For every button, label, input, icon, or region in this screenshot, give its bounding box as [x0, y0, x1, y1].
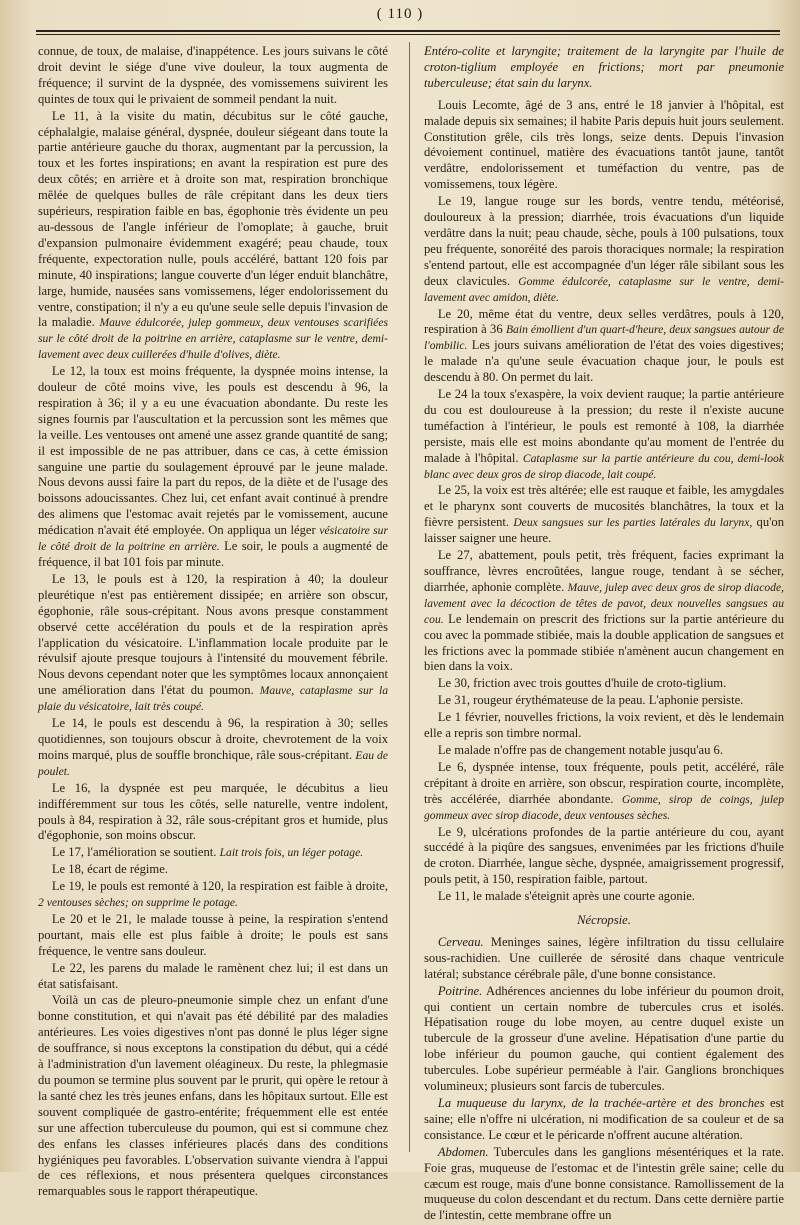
section-title: Nécropsie. [577, 913, 631, 928]
paragraph-continuation: Le lendemain on prescrit des frictions sur la partie antérieure du cou avec la pommade stibiée, mais la double application de sangsues et les frictions avec la pommade stibiée n'amènent aucun changement en bien dans la voix. [424, 611, 784, 674]
paragraph [38, 109, 388, 364]
paragraph-text: Le 6, dyspnée intense, toux fréquente, pouls petit, accéléré, râle crépitant à droite en arrière, son obscur, respiration courte, incomplète, très accélérée, diarrhée abondante. [424, 759, 784, 806]
paragraph-text: Le 12, la toux est moins fréquente, la dyspnée moins intense, la douleur de côté moins vive, les pouls est descendu à 96, la respiration à 36; il y a eu une évacuation abondante. Du reste les signes fournis par l'auscultation et la percussion sont les mêmes que la veille. Les ventouses ont amené une assez grande quantité de sang; il est impossible de ne pas attribuer, dans ce cas, à cette émission sanguine une partie du soulagement éprouvé par le jeune malade. Nous devons aussi faire la part du repos, de la diète et de l'usage des boissons adoucissantes. Chez lui, cet enfant avait continué à prendre des alimens que l'estomac avait rejetés par le vomissement, aucune médication n'avait été employée. On appliqua un léger [38, 364, 388, 538]
prescription: Gomme édulcorée, cataplasme sur le ventre, demi-lavement avec amidon, diète. [424, 274, 784, 304]
prescription: Mauve, julep avec deux gros de sirop diacode, lavement avec la décoction de têtes de pavot, deux nouvelles sangsues au cou. [424, 580, 784, 626]
organ-heading: Abdomen. [437, 1144, 489, 1159]
paragraph [38, 879, 388, 911]
autopsy-findings [424, 935, 784, 1224]
paragraph [38, 716, 388, 780]
paragraph-text: Le 19, langue rouge sur les bords, ventre tendu, météorisé, douloureux à la pression; diarrhée, trois évacuations d'un liquide verdâtre dans la nuit; peau chaude, sèche, pouls à 100 pulsations, toux peu fréquente, sonoréité des parois thoraciques normale; la respiration s'entend partout, elle est accompagnée d'un léger râle sibilant sous les deux clavicules. [424, 194, 784, 288]
paragraph [424, 693, 784, 709]
paragraph [38, 912, 388, 960]
paragraph-text: Le 31, rougeur érythémateuse de la peau. L'aphonie persiste. [437, 693, 744, 708]
prescription: Cataplasme sur la partie antérieure du cou, demi-look blanc avec deux gros de sirop diacode, lait coupé. [424, 451, 784, 481]
autopsy-text: Tubercules dans les ganglions mésentériques et la rate. Foie gras, muqueuse de l'estomac et de l'intestin grêle saine; celle du cæcum est rouge, mais d'une bonne consistance. Ramollissement de la muqueuse du colon descendant et du rectum. Dans cette dernière partie de l'intestin, cette membrane offre un [424, 1144, 785, 1223]
paragraph [38, 845, 388, 861]
paragraph-text: Le 20 et le 21, le malade tousse à peine, la respiration s'entend pourtant, mais elle est plus faible à droite; le pouls est sans fréquence, le ventre sans douleur. [38, 911, 388, 958]
prescription: 2 ventouses sèches; on supprime le potage. [38, 896, 238, 910]
paragraph-text: Le 16, la dyspnée est peu marquée, le décubitus a lieu indifféremment sur tous les côtés, selle naturelle, ventre indolent, pouls à 84, respiration à 32, râle sous-crépitant gros et humide, plus d'égophonie, son moins obscur. [38, 780, 388, 843]
paragraph [424, 825, 784, 889]
autopsy-paragraph [424, 984, 784, 1095]
paragraph [424, 676, 784, 692]
autopsy-text: est saine; elle n'offre ni ulcération, ni modification de sa couleur et de sa consistance. Le cœur et le péricarde n'offrent aucune altération. [424, 1096, 784, 1142]
paragraph-text: Le malade n'offre pas de changement notable jusqu'au 6. [437, 742, 723, 757]
paragraph-text: Le 9, ulcérations profondes de la partie antérieure du cou, ayant succédé à la piqûre des sangsues, envenimées par les frictions d'huile de croton. Diarrhée, langue sèche, dyspnée, amaigrissement progressif, pouls petit, à 150, respiration faible, partout. [424, 824, 784, 887]
paragraph-text: Louis Lecomte, âgé de 3 ans, entré le 18 janvier à l'hôpital, est malade depuis six semaines; il habite Paris depuis huit jours seulement. Constitution grêle, cils très longs, seize dents. Depuis l'invasion dévoiement continuel, matière des évacuations tantôt jaune, tantôt verdâtre, endolorissement et tuméfaction du ventre, pas de vomissemens, toux légère. [424, 97, 784, 192]
autopsy-paragraph [424, 1145, 784, 1225]
paragraph-text: Le 20, même état du ventre, deux selles verdâtres, pouls à 120, respiration à 36 [424, 306, 784, 337]
paragraph-continuation: Les jours suivans amélioration de l'état des voies digestives; le malade n'a qu'une seule évacuation chaque jour, le pouls est descendu à 80. On permet du lait. [424, 338, 784, 385]
column-divider [409, 42, 410, 1152]
paragraph [424, 889, 784, 905]
paragraph-text: Le 24 la toux s'exaspère, la voix devient rauque; la partie antérieure du cou est douloureuse à la pression; du reste il n'existe aucune tuméfaction à l'intérieur, le pouls est remonté à 108, la diarrhée persiste, mais elle est moins abondante qu'au moment de l'entrée du malade à l'hôpital. [424, 387, 784, 465]
prescription: Mauve, cataplasme sur la plaie du vésicatoire, lait très coupé. [38, 684, 388, 714]
organ-heading: Poitrine. [437, 983, 483, 998]
organ-heading: La muqueuse du larynx, de la trachée-artère et des bronches [437, 1096, 765, 1110]
page-number: ( 110 ) [376, 6, 424, 22]
paragraph-text: Le 17, l'amélioration se soutient. [51, 845, 217, 860]
paragraph-text: Voilà un cas de pleuro-pneumonie simple chez un enfant d'une bonne constitution, et qui n'avait pas été débilité par des maladies antérieures. Les voies digestives n'ont pas donné le plus léger signe de souffrance, si nous exceptons la constipation du début, qui a cédé à l'administration d'un lavement oléagineux. Du reste, la phlegmasie du poumon se termine plus souvent par le prurit, qui opère le retour à la santé chez les très jeunes enfans, dans les hôpitaux surtout. Elle est souvent compliquée de gastro-entérite; fréquemment elle est entée sur une affection tuberculeuse du poumon, qui est si commune chez des enfans les classes inférieures placés dans des conditions hygiéniques peu favorables. L'observation suivante viendra à l'appui de ces réflexions, et nous présentera quelques circonstances remarquables sous le rapport thérapeutique. [38, 993, 388, 1199]
paragraph [424, 710, 784, 742]
case-heading: Entéro-colite et laryngite; traitement de la laryngite par l'huile de croton-tiglium employée en frictions; mort par pneumonie tuberculeuse; état sain du larynx. [424, 44, 784, 90]
header-rule [36, 30, 780, 35]
paragraph [424, 387, 784, 482]
paragraph [38, 364, 388, 571]
paragraph-text: Le 30, friction avec trois gouttes d'huile de croto-tiglium. [437, 676, 727, 691]
paragraph [424, 760, 784, 824]
paragraph-text: Le 13, le pouls est à 120, la respiration à 40; la douleur pleurétique n'est pas entièrement dissipée; en arrière son obscur, égophonie, râle sous-crépitant. Nous avons presque constamment observé cette accélération du pouls et de la respiration après l'application du vésicatoire. L'inflammation locale produite par le révulsif ajoute presque toujours à l'intensité du mouvement fébrile. Nous devons cependant noter que les symptômes locaux annonçaient une amélioration dans l'état du poumon. [38, 571, 388, 698]
prescription: vésicatoire sur le côté droit de la poitrine en arrière. [38, 524, 388, 554]
autopsy-text: Meninges saines, légère infiltration du tissu cellulaire sous-rachidien. Une cuillerée de sérosité dans chaque ventricule latéral; substance cérébrale pâle, d'une bonne consistance. [424, 934, 785, 981]
paragraph-text: Le 14, le pouls est descendu à 96, la respiration à 30; selles quotidiennes, son toujours obscur à droite, chevrotement de la voix moins marqué, plus de souffle bronchique, râle sous-crépitant. [38, 716, 388, 762]
paragraph [424, 307, 784, 387]
paragraph-text: Le 19, le pouls est remonté à 120, la respiration est faible à droite, [51, 879, 388, 894]
prescription: Mauve édulcorée, julep gommeux, deux ventouses scarifiées sur le côté droit de la poitrine en arrière, cataplasme sur le ventre, demi-lavement avec deux cuillerées d'huile d'olives, diète. [38, 316, 388, 362]
paragraph-continuation: qu'on laisser saigner une heure. [424, 515, 784, 546]
paragraph-text: connue, de toux, de malaise, d'inappétence. Les jours suivans le côté droit devint le siége d'une vive douleur, la toux augmenta de fréquence; il survint de la dyspnée, des vomissemens suivirent les quintes de toux qui le privaient de sommeil pendant la nuit. [38, 44, 388, 106]
left-column [38, 44, 388, 1201]
paragraph [424, 548, 784, 675]
autopsy-text: Adhérences anciennes du lobe inférieur du poumon droit, qui contient un certain nombre de tubercules crus et isolés. Hépatisation rouge du lobe moyen, au centre duquel existe un tubercule de la grosseur d'une aveline. Hépatisation d'une partie du lobe inférieur du poumon gauche, qui contient également des tubercules. Lobe supérieur perméable à l'air. Ganglions bronchiques volumineux; plusieurs sont farcis de tubercules. [424, 983, 784, 1094]
paragraph [424, 194, 784, 305]
paragraph [424, 98, 784, 193]
paragraph [38, 572, 388, 715]
right-column [424, 44, 784, 1225]
paragraph-text: Le 27, abattement, pouls petit, très fréquent, facies exprimant la souffrance, lèvres encroûtées, langue rouge, tendant à se sécher, diarrhée, aphonie complète. [424, 548, 784, 594]
paragraph-text: Le 18, écart de régime. [51, 862, 168, 877]
organ-heading: Cerveau. [437, 934, 484, 949]
paragraph-text: Le 1 février, nouvelles frictions, la voix revient, et dès le lendemain elle a repris son timbre normal. [424, 710, 784, 741]
prescription: Bain émollient d'un quart-d'heure, deux sangsues autour de l'ombilic. [424, 323, 784, 353]
paragraph [424, 743, 784, 759]
paragraph [424, 483, 784, 547]
paragraph-text: Le 25, la voix est très altérée; elle est rauque et faible, les amygdales et le pharynx sont couverts de mucosités blanchâtres, la toux et la fièvre persistent. [424, 483, 784, 530]
paragraph [38, 44, 388, 108]
autopsy-paragraph [424, 1096, 784, 1144]
paragraph-text: Le 11, le malade s'éteignit après une courte agonie. [437, 889, 695, 904]
paragraph-continuation: Le soir, le pouls a augmenté de fréquence, il bat 101 fois par minute. [38, 539, 388, 569]
paragraph [38, 781, 388, 845]
paragraph [38, 993, 388, 1200]
paragraph [38, 862, 388, 878]
autopsy-paragraph [424, 935, 784, 983]
prescription: Gomme, sirop de coings, julep gommeux avec sirop diacode, deux ventouses sèches. [424, 792, 784, 822]
prescription: Lait trois fois, un léger potage. [219, 846, 364, 860]
prescription: Deux sangsues sur les parties latérales du larynx, [513, 516, 753, 530]
prescription: Eau de poulet. [38, 748, 388, 778]
case-observations [424, 98, 784, 905]
paragraph-text: Le 22, les parens du malade le ramènent chez lui; il est dans un état satisfaisant. [38, 960, 388, 991]
paragraph [38, 961, 388, 993]
paragraph-text: Le 11, à la visite du matin, décubitus sur le côté gauche, céphalalgie, malaise général, dyspnée, douleur siégeant dans toute la partie antérieure gauche du thorax, augmentant par la percussion, la toux et les fortes inspirations; en avant la respiration est pure des deux côtés; en arrière et à droite son mat, respiration bronchique mêlée de quelques bulles de râle crépitant dans les deux tiers supérieurs, respiration faible en bas, égophonie très évidente un peu au-dessous de l'angle inférieur de l'omoplate; à gauche, bruit d'expansion pulmonaire évidemment exagéré; peau chaude, toux fréquente, expectoration nulle, pouls accéléré, battant 120 fois par minute, 40 inspirations; langue couverte d'un léger enduit blanchâtre, large, humide, nausées sans vomissemens, léger endolorissement du ventre, constipation; il n'y a eu qu'une seule selle depuis l'invasion de la maladie. [38, 108, 388, 330]
